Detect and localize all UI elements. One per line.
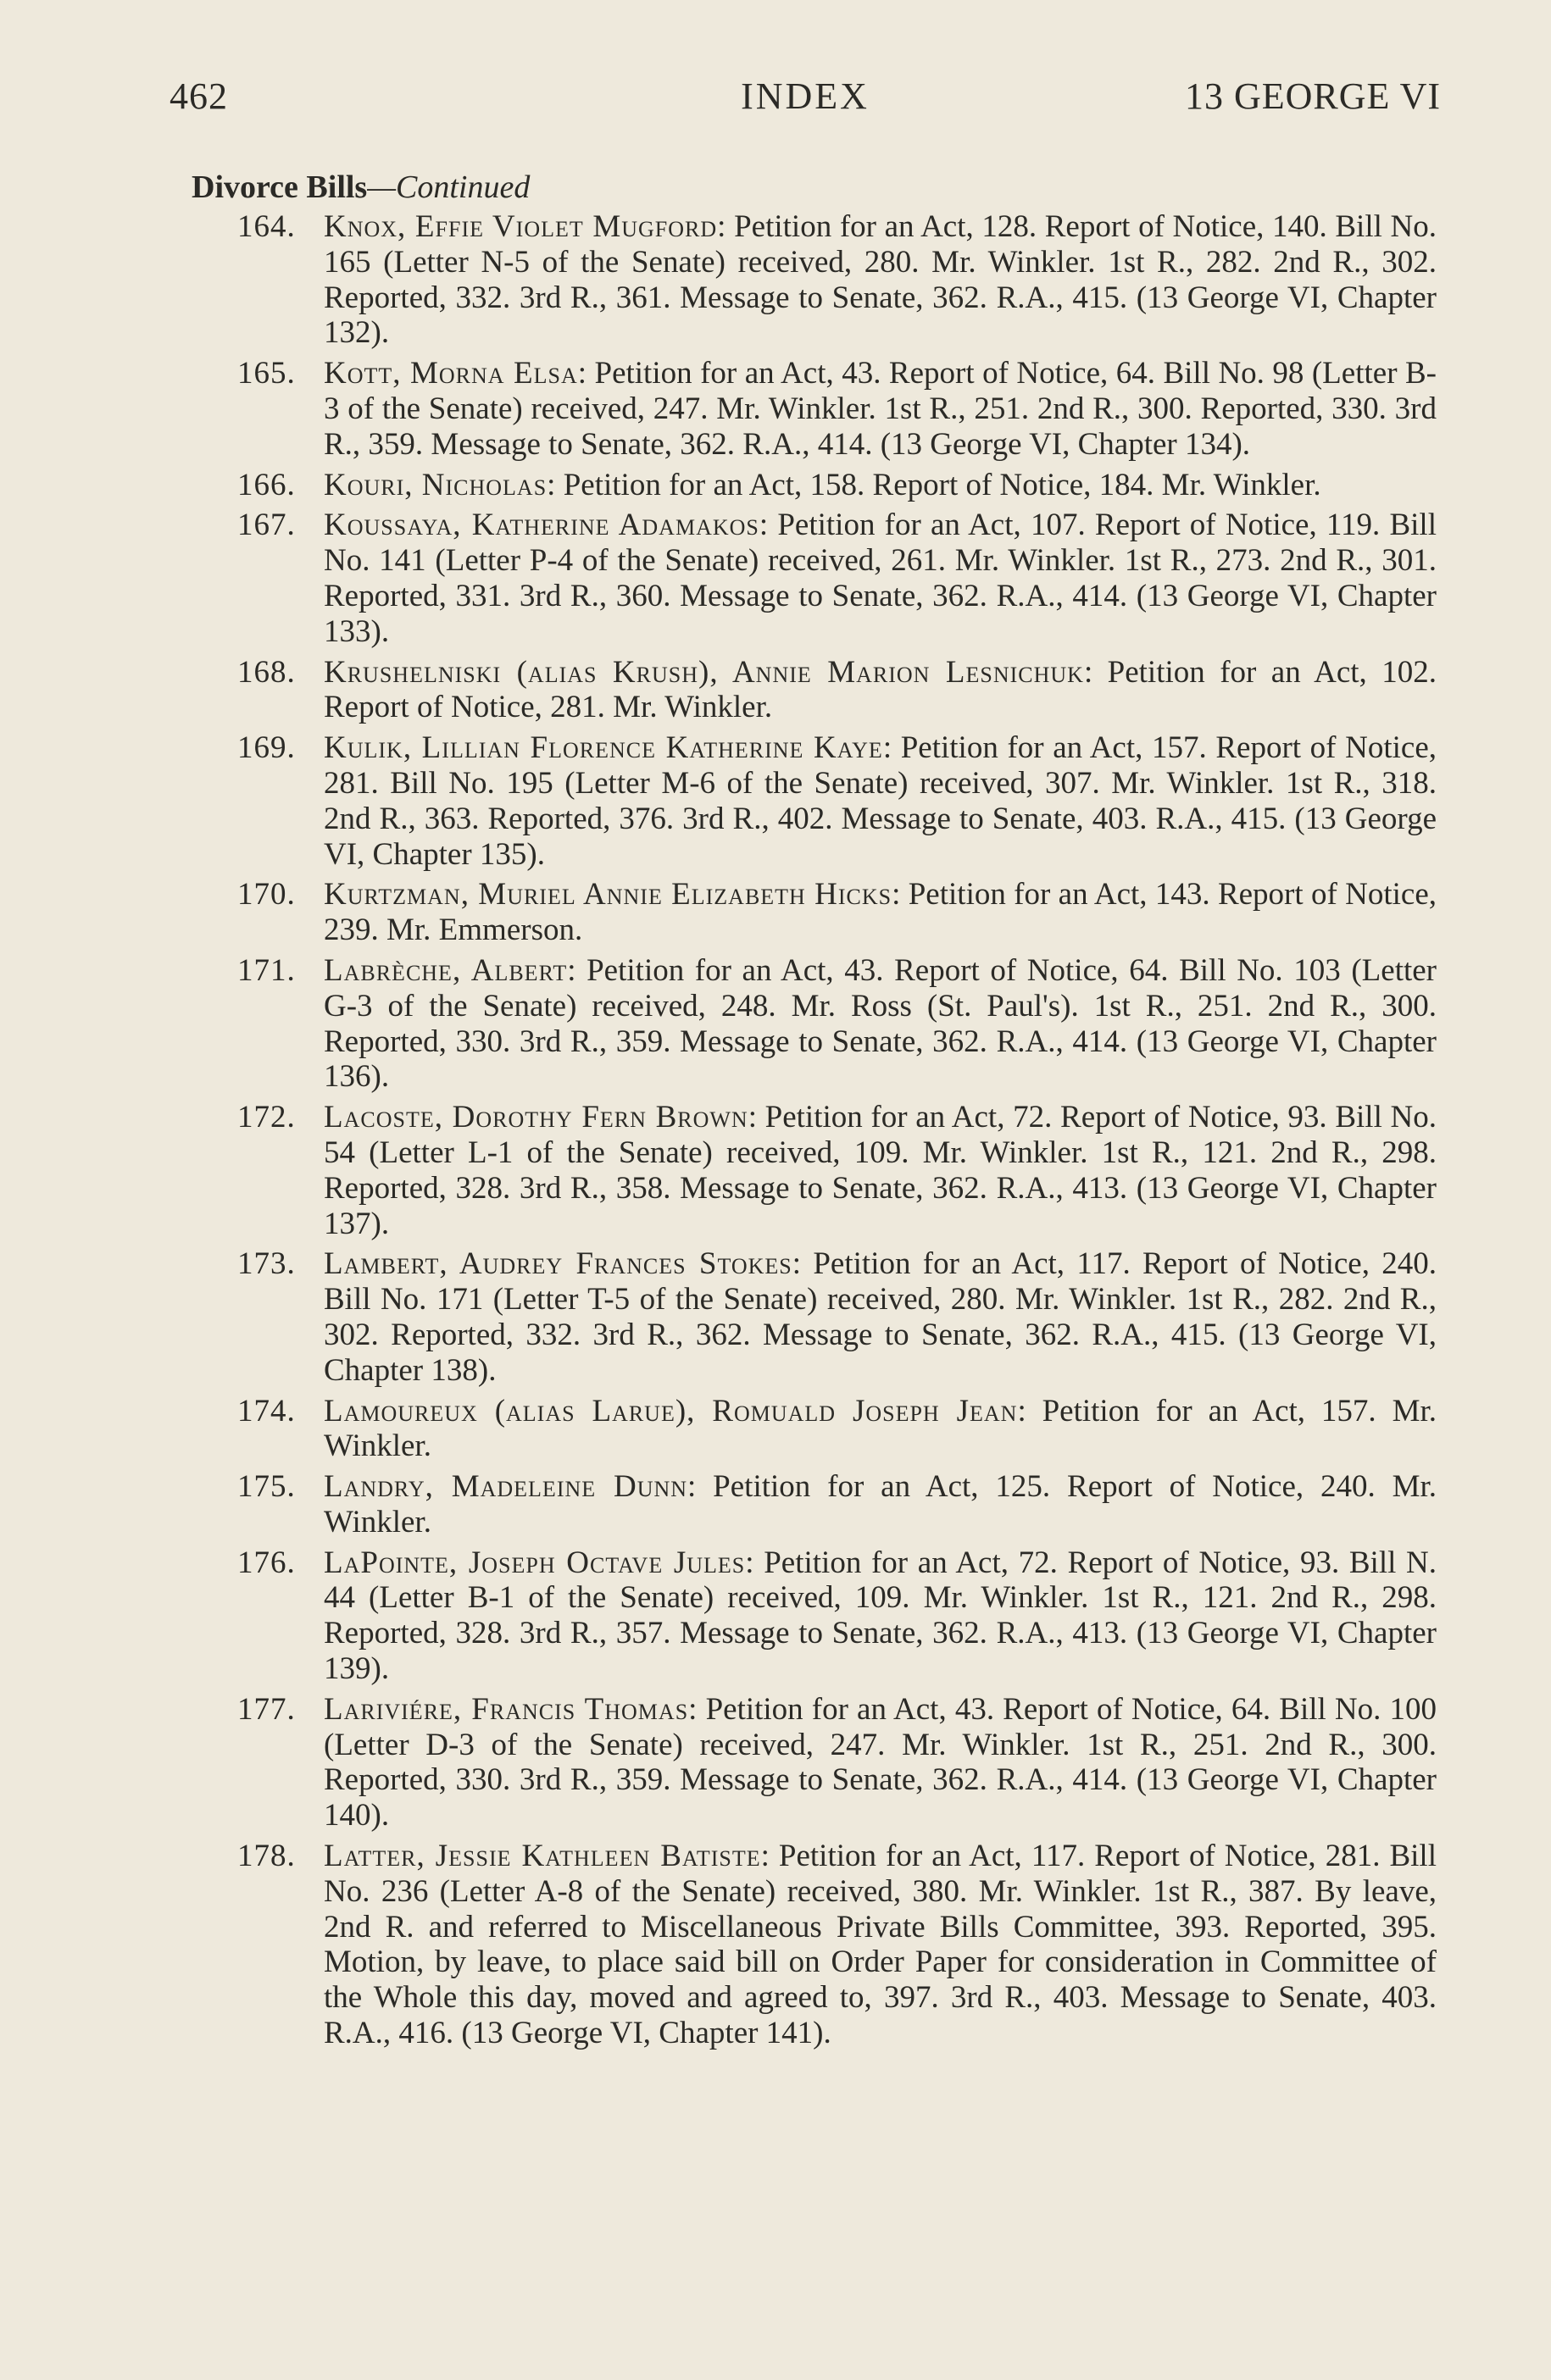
entry-text: : Petition for an Act, 43. Report of Notice, 64. Bill No. 103 (Letter G-3 of the Senate) received, 248. Mr. Ross (St. Paul's). 1st R., 251. 2nd R., 300. Reported, 330. 3rd R., 359. Message to Senate, 362. R.A., 414. (13 George VI, Chapter 136). [324,952,1437,1095]
index-entry-174 [237,1394,1437,1465]
section-heading-title: Divorce Bills [192,169,368,205]
entry-number: 174. [237,1393,296,1429]
entry-text: : Petition for an Act, 72. Report of Notice, 93. Bill No. 54 (Letter L-1 of the Senate) received, 109. Mr. Winkler. 1st R., 121. 2nd R., 298. Reported, 328. 3rd R., 358. Message to Senate, 362. R.A., 413. (13 George VI, Chapter 137). [324,1100,1437,1241]
entry-names: Landry, Madeleine Dunn [324,1469,688,1505]
entry-number: 178. [237,1839,296,1874]
entry-names: Knox, Effie Violet Mugford [324,209,718,244]
index-entry-171 [237,953,1437,1095]
entry-names: Latter, Jessie Kathleen Batiste [324,1839,761,1874]
index-entry-167 [237,508,1437,649]
section-heading-continued: —Continued [367,169,531,205]
entry-names: Lariviére, Francis Thomas [324,1691,689,1727]
entry-number: 164. [237,209,296,244]
entry-text: : Petition for an Act, 125. Report of Notice, 240. Mr. Winkler. [324,1469,1437,1540]
page-number: 462 [170,75,228,117]
entry-names: Lamoureux (alias Larue), Romuald Joseph Jean [324,1393,1018,1429]
entry-names: Koussaya, Katherine Adamakos [324,508,759,543]
entry-number: 165. [237,356,296,391]
entry-text: : Petition for an Act, 157. Mr. Winkler. [324,1393,1437,1464]
running-head [170,75,1441,125]
entry-text: : Petition for an Act, 72. Report of Notice, 93. Bill N. 44 (Letter B-1 of the Senate) received, 109. Mr. Winkler. 1st R., 121. 2nd R., 298. Reported, 328. 3rd R., 357. Message to Senate, 362. R.A., 413. (13 George VI, Chapter 139). [324,1545,1437,1687]
regnal-year: 13 GEORGE VI [1184,75,1441,117]
entry-text: : Petition for an Act, 128. Report of Notice, 140. Bill No. 165 (Letter N-5 of the Senate) received, 280. Mr. Winkler. 1st R., 282. 2nd R., 302. Reported, 332. 3rd R., 361. Message to Senate, 362. R.A., 415. (13 George VI, Chapter 132). [324,209,1437,351]
entry-text: : Petition for an Act, 143. Report of Notice, 239. Mr. Emmerson. [324,877,1437,948]
entry-number: 171. [237,952,296,988]
entry-text: : Petition for an Act, 117. Report of Notice, 240. Bill No. 171 (Letter T-5 of the Senate) received, 280. Mr. Winkler. 1st R., 282. 2nd R., 302. Reported, 332. 3rd R., 362. Message to Senate, 362. R.A., 415. (13 George VI, Chapter 138). [324,1246,1437,1388]
index-entry-169 [237,730,1437,872]
page-title: INDEX [741,75,870,117]
entry-number: 170. [237,877,296,913]
entry-names: LaPointe, Joseph Octave Jules [324,1545,746,1580]
entry-text: : Petition for an Act, 43. Report of Notice, 64. Bill No. 98 (Letter B-3 of the Senate) received, 247. Mr. Winkler. 1st R., 251. 2nd R., 300. Reported, 330. 3rd R., 359. Message to Senate, 362. R.A., 414. (13 George VI, Chapter 134). [324,356,1437,462]
entry-text: : Petition for an Act, 43. Report of Notice, 64. Bill No. 100 (Letter D-3 of the Senate) received, 247. Mr. Winkler. 1st R., 251. 2nd R., 300. Reported, 330. 3rd R., 359. Message to Senate, 362. R.A., 414. (13 George VI, Chapter 140). [324,1691,1437,1834]
entry-text: : Petition for an Act, 158. Report of Notice, 184. Mr. Winkler. [547,467,1321,502]
entry-number: 176. [237,1545,296,1580]
section-heading [192,168,530,207]
entry-number: 177. [237,1691,296,1727]
entry-text: : Petition for an Act, 102. Report of Notice, 281. Mr. Winkler. [324,654,1437,725]
entry-names: Lambert, Audrey Frances Stokes [324,1246,792,1282]
entry-names: Krushelniski (alias Krush), Annie Marion Lesnichuk [324,654,1084,690]
entry-names: Kurtzman, Muriel Annie Elizabeth Hicks [324,877,892,913]
entry-number: 175. [237,1469,296,1505]
entry-number: 169. [237,730,296,766]
index-entry-177 [237,1692,1437,1834]
index-entry-170 [237,877,1437,948]
entry-number: 167. [237,508,296,543]
entry-number: 166. [237,467,296,502]
entry-text: : Petition for an Act, 157. Report of Notice, 281. Bill No. 195 (Letter M-6 of the Senate) received, 307. Mr. Winkler. 1st R., 318. 2nd R., 363. Reported, 376. 3rd R., 402. Message to Senate, 403. R.A., 415. (13 George VI, Chapter 135). [324,730,1437,872]
index-entry-166 [237,468,1437,503]
index-entry-164 [237,209,1437,351]
entry-names: Kott, Morna Elsa [324,356,578,391]
index-entry-165 [237,356,1437,462]
index-entry-168 [237,655,1437,726]
entry-text: : Petition for an Act, 107. Report of Notice, 119. Bill No. 141 (Letter P-4 of the Senate) received, 261. Mr. Winkler. 1st R., 273. 2nd R., 301. Reported, 331. 3rd R., 360. Message to Senate, 362. R.A., 414. (13 George VI, Chapter 133). [324,508,1437,649]
entry-names: Lacoste, Dorothy Fern Brown [324,1100,748,1135]
entry-number: 172. [237,1100,296,1135]
entry-text: : Petition for an Act, 117. Report of Notice, 281. Bill No. 236 (Letter A-8 of the Senate) received, 380. Mr. Winkler. 1st R., 387. By leave, 2nd R. and referred to Miscellaneous Private Bills Committee, 393. Reported, 395. Motion, by leave, to place said bill on Order Paper for consideration in Committee of the Whole this day, moved and agreed to, 397. 3rd R., 403. Message to Senate, 403. R.A., 416. (13 George VI, Chapter 141). [324,1839,1437,2051]
entry-names: Labrèche, Albert [324,952,568,988]
entry-number: 168. [237,654,296,690]
index-entry-175 [237,1469,1437,1540]
index-entry-176 [237,1545,1437,1687]
entry-names: Kouri, Nicholas [324,467,548,502]
entry-number: 173. [237,1246,296,1282]
index-entry-172 [237,1100,1437,1241]
entry-names: Kulik, Lillian Florence Katherine Kaye [324,730,883,766]
index-entry-173 [237,1246,1437,1388]
index-entry-178 [237,1839,1437,2051]
index-entries [237,209,1437,2056]
